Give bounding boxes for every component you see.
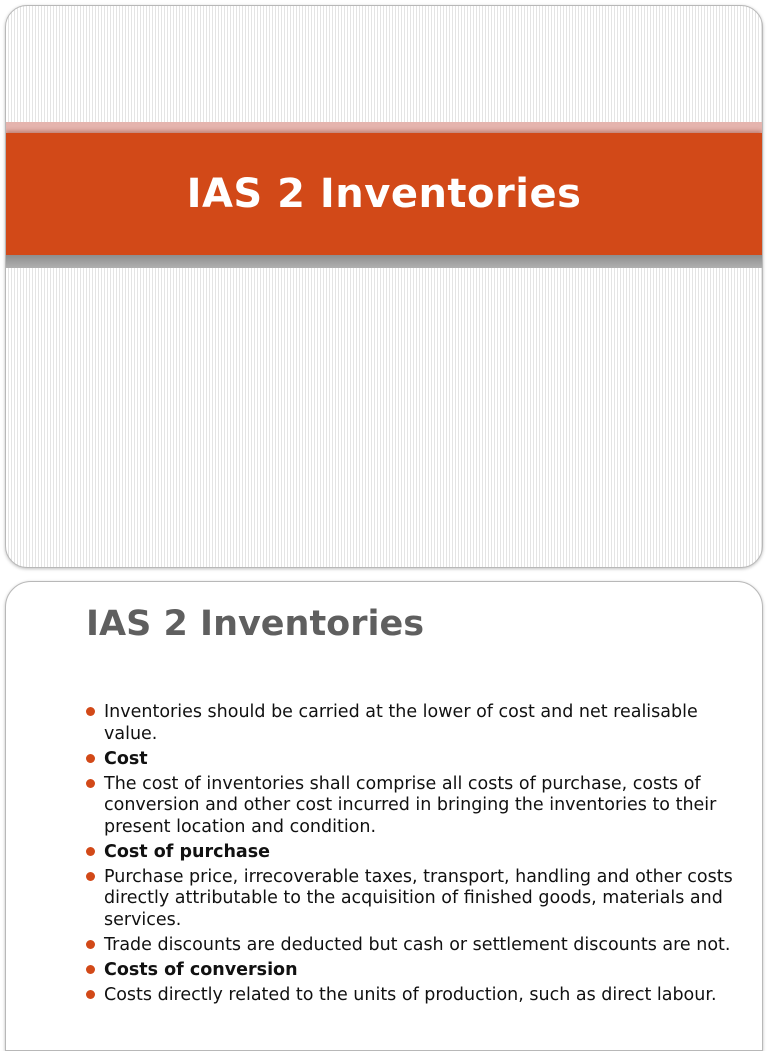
bullet-dot-icon — [86, 779, 95, 788]
bullet-item — [84, 960, 734, 982]
bullet-text: Costs directly related to the units of production, such as direct labour. — [104, 984, 717, 1005]
bullet-item — [84, 749, 734, 771]
title-bar — [6, 133, 762, 255]
content-slide — [5, 581, 763, 1051]
bullet-text: Costs of conversion — [104, 959, 298, 980]
bullet-item — [84, 774, 734, 839]
bullet-dot-icon — [86, 965, 95, 974]
bullet-item — [84, 702, 734, 745]
bullet-item — [84, 842, 734, 864]
bullet-text: Trade discounts are deducted but cash or settlement discounts are not. — [104, 934, 731, 955]
bullet-dot-icon — [86, 847, 95, 856]
bullet-text: Cost of purchase — [104, 841, 271, 862]
bullet-text: Purchase price, irrecoverable taxes, transport, handling and other costs directly attributable to the acquisition of finished goods, materials and services. — [104, 866, 733, 930]
bullet-dot-icon — [86, 940, 95, 949]
bullet-dot-icon — [86, 707, 95, 716]
title-bar-bottom-stripe — [6, 255, 762, 268]
bullet-text: Cost — [104, 748, 148, 769]
bullet-text: The cost of inventories shall comprise all costs of purchase, costs of conversion and other cost incurred in bringing the inventories to their present location and condition. — [104, 773, 717, 837]
cover-slide-title: IAS 2 Inventories — [186, 171, 582, 217]
title-bar-top-stripe — [6, 122, 762, 133]
bullet-dot-icon — [86, 872, 95, 881]
content-slide-title: IAS 2 Inventories — [86, 604, 425, 644]
bullet-text: Inventories should be carried at the lower of cost and net realisable value. — [104, 702, 698, 744]
cover-slide — [5, 5, 763, 568]
bullet-dot-icon — [86, 990, 95, 999]
bullet-item — [84, 935, 734, 957]
bullet-list — [84, 702, 734, 1010]
bullet-item — [84, 867, 734, 932]
bullet-item — [84, 985, 734, 1007]
bullet-dot-icon — [86, 754, 95, 763]
